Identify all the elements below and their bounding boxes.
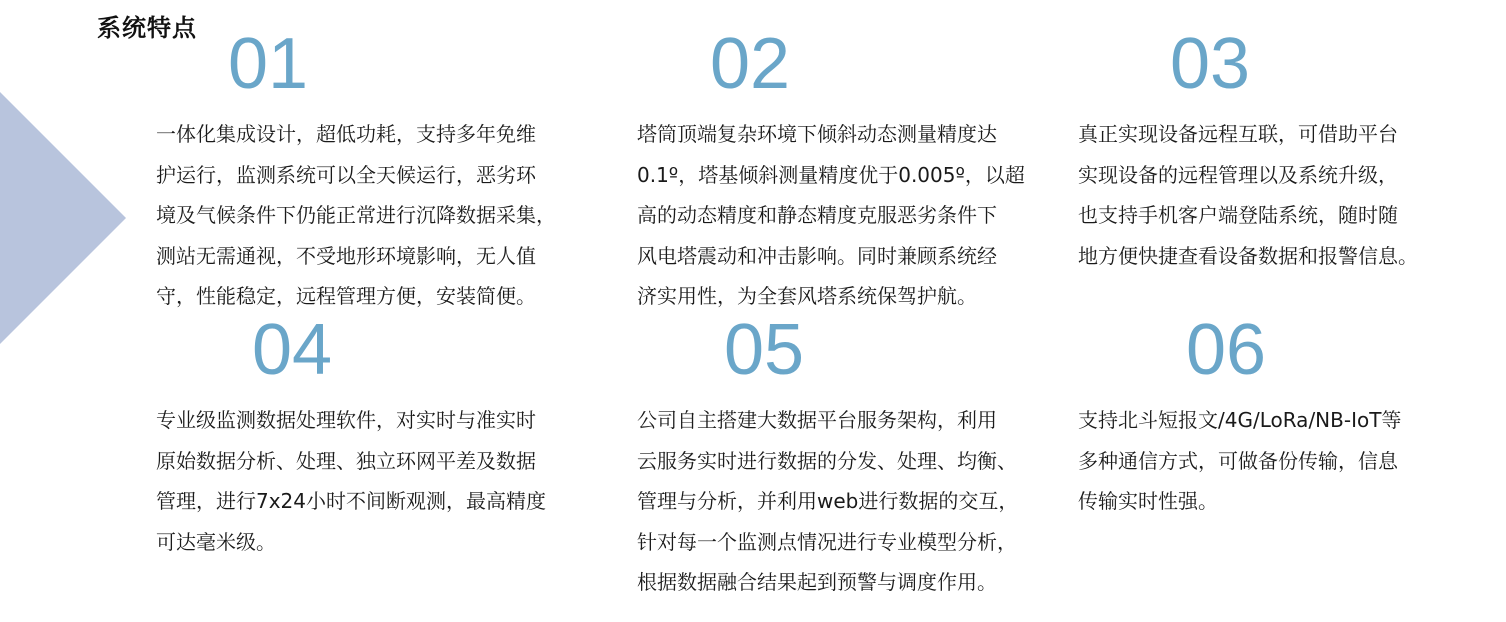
feature-number-01: 01 bbox=[228, 24, 309, 104]
feature-number-06: 06 bbox=[1186, 310, 1267, 390]
feature-number-04: 04 bbox=[252, 310, 333, 390]
feature-description-04: 专业级监测数据处理软件，对实时与准实时 原始数据分析、处理、独立环网平差及数据 管理，进行7x24小时不间断观测，最高精度 可达毫米级。 bbox=[156, 408, 547, 554]
feature-description-02: 塔筒顶端复杂环境下倾斜动态测量精度达 0.1º，塔基倾斜测量精度优于0.005º，以超 高的动态精度和静态精度克服恶劣条件下 风电塔震动和冲击影响。同时兼顾系统经 济实用性，为全套风塔系统保驾护航。 bbox=[637, 122, 1025, 308]
feature-number-03: 03 bbox=[1170, 24, 1251, 104]
feature-description-01: 一体化集成设计，超低功耗，支持多年免维 护运行，监测系统可以全天候运行，恶劣环 境及气候条件下仍能正常进行沉降数据采集， 测站无需通视，不受地形环境影响，无人值 守，性能稳定，远程管理方便，安装简便。 bbox=[156, 122, 556, 308]
page-title: 系统特点 bbox=[97, 14, 197, 42]
decorative-arrow bbox=[0, 92, 126, 344]
feature-description-06: 支持北斗短报文/4G/LoRa/NB-IoT等 多种通信方式，可做备份传输，信息 传输实时性强。 bbox=[1078, 408, 1402, 513]
feature-number-05: 05 bbox=[724, 310, 805, 390]
feature-number-02: 02 bbox=[710, 24, 791, 104]
feature-description-03: 真正实现设备远程互联，可借助平台 实现设备的远程管理以及系统升级， 也支持手机客户端登陆系统，随时随 地方便快捷查看设备数据和报警信息。 bbox=[1078, 122, 1418, 268]
feature-description-05: 公司自主搭建大数据平台服务架构，利用 云服务实时进行数据的分发、处理、均衡、 管理与分析，并利用web进行数据的交互， 针对每一个监测点情况进行专业模型分析， 根据数据融合结果起到预警与调度作用。 bbox=[637, 408, 1019, 594]
